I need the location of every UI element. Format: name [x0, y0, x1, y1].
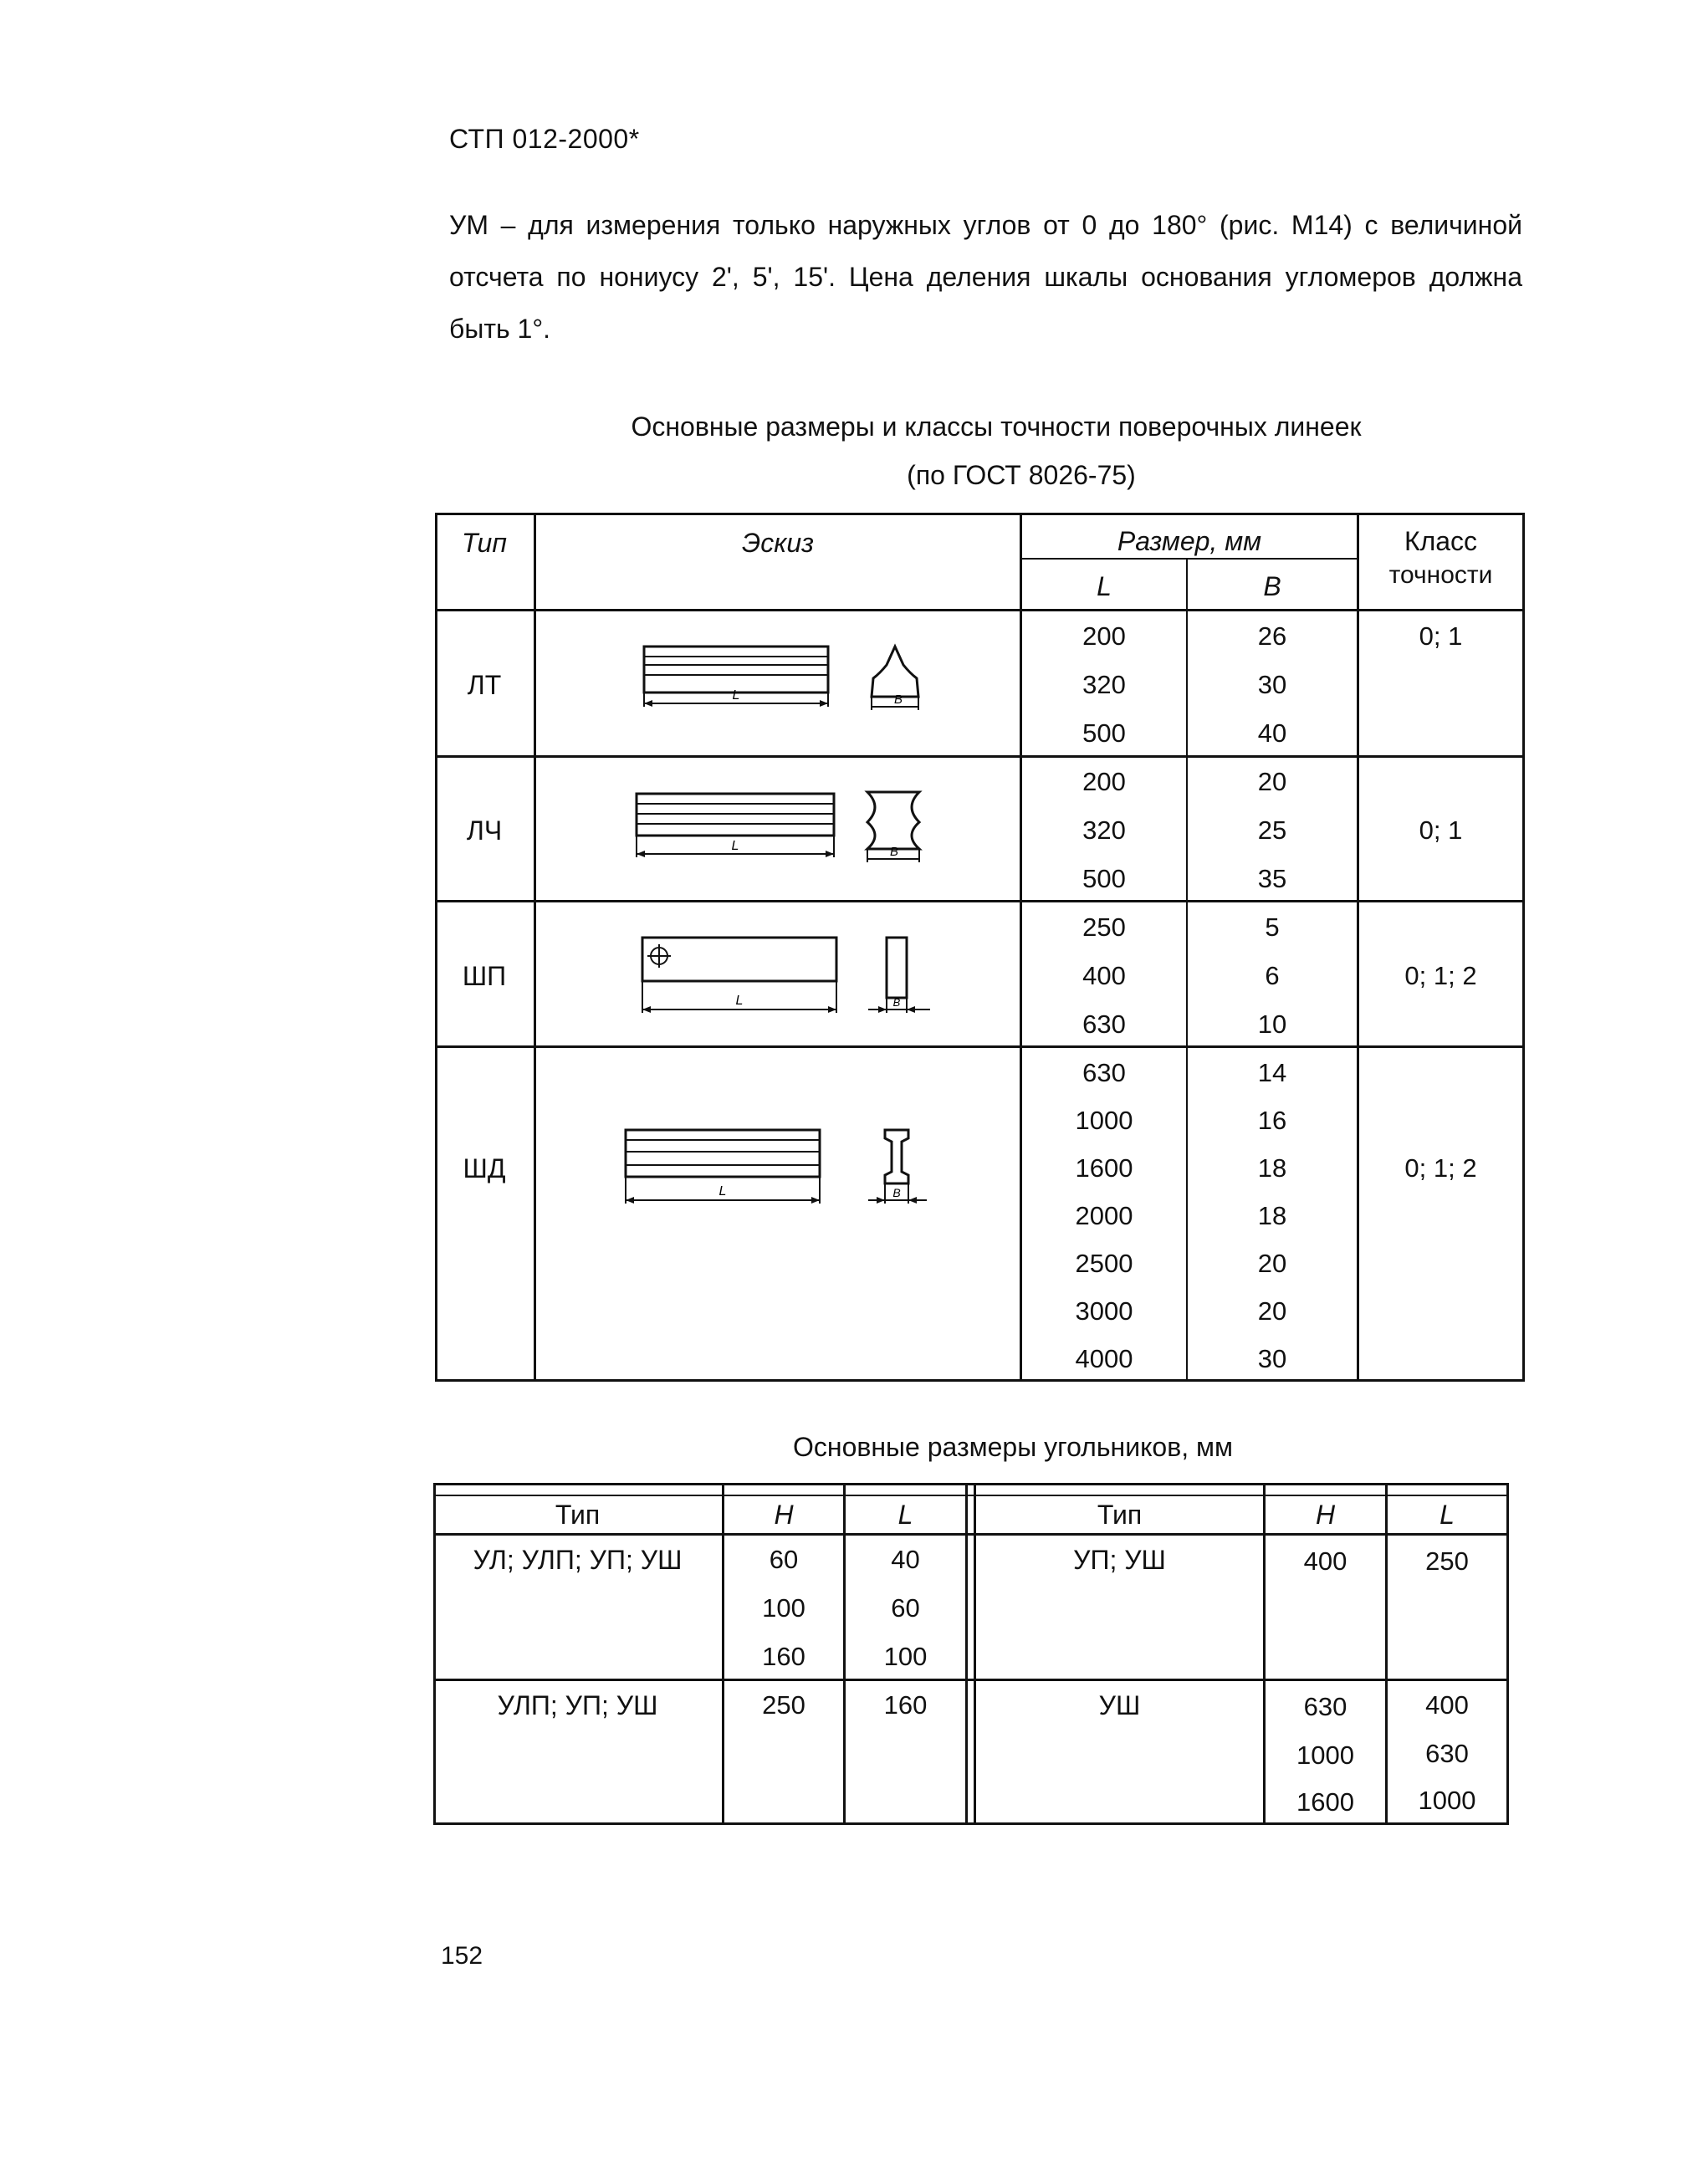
cell-L: 200: [1082, 767, 1126, 796]
table1-caption-line2: (по ГОСТ 8026-75): [907, 460, 1136, 490]
t2-cell-H: 60: [769, 1545, 799, 1574]
t2-cell-H: 630: [1303, 1692, 1347, 1721]
page-number: 152: [441, 1942, 483, 1970]
table2-caption: Основные размеры угольников, мм: [793, 1432, 1233, 1462]
t2-cell-H: 400: [1303, 1546, 1347, 1576]
cell-B: 20: [1257, 1249, 1287, 1278]
ruler-sketch-shd: [619, 1123, 954, 1232]
t2-cell-L: 100: [883, 1642, 928, 1671]
row-type: ШП: [462, 961, 507, 991]
header-type: Тип: [462, 528, 507, 558]
t2-cell-L: 160: [883, 1690, 928, 1720]
cell-B: 18: [1257, 1153, 1287, 1183]
cell-L: 320: [1082, 670, 1126, 699]
header-class-line2: точности: [1388, 561, 1493, 589]
cell-L: 1000: [1075, 1106, 1133, 1135]
t2-header-H-right: H: [1315, 1500, 1336, 1530]
header-size-B: B: [1263, 571, 1281, 601]
cell-B: 35: [1257, 864, 1287, 893]
t2-cell-L: 60: [891, 1593, 920, 1623]
cell-class: 0; 1: [1419, 815, 1463, 845]
t2-header-L-right: L: [1440, 1500, 1455, 1530]
ruler-sketch-lt: [636, 638, 937, 739]
cell-L: 630: [1082, 1058, 1126, 1087]
header-size: Размер, мм: [1117, 526, 1262, 556]
t2-cell-L: 250: [1425, 1546, 1469, 1576]
cell-B: 30: [1257, 670, 1287, 699]
cell-class: 0; 1; 2: [1404, 961, 1477, 990]
cell-B: 6: [1265, 961, 1280, 990]
cell-L: 400: [1082, 961, 1126, 990]
cell-B: 16: [1257, 1106, 1287, 1135]
t2-cell-H: 100: [762, 1593, 805, 1623]
cell-L: 2500: [1075, 1249, 1133, 1278]
t2-type: УЛП; УП; УШ: [497, 1690, 658, 1720]
cell-B: 14: [1257, 1058, 1287, 1087]
intro-paragraph: УМ – для измерения только наружных углов от 0 до 180° (рис. М14) с величиной отсчета по нониусу 2', 5', 15'. Цена деления шкалы основания угломеров должна быть 1°.: [449, 210, 1522, 344]
header-class-line1: Класс: [1404, 526, 1478, 556]
t2-type: УШ: [1098, 1690, 1141, 1720]
t2-header-type-right: Тип: [1097, 1500, 1143, 1530]
cell-L: 500: [1082, 864, 1126, 893]
t2-header-H-left: H: [774, 1500, 794, 1530]
cell-L: 1600: [1075, 1153, 1133, 1183]
row-type: ЛТ: [467, 670, 502, 700]
cell-B: 25: [1257, 815, 1287, 845]
cell-B: 5: [1265, 912, 1280, 942]
header-sketch: Эскиз: [742, 528, 814, 558]
t2-header-type-left: Тип: [555, 1500, 601, 1530]
t2-type: УП; УШ: [1073, 1545, 1166, 1575]
cell-class: 0; 1; 2: [1404, 1153, 1477, 1183]
cell-L: 320: [1082, 815, 1126, 845]
row-type: ЛЧ: [466, 815, 503, 846]
t2-cell-H: 1000: [1296, 1740, 1354, 1770]
header-size-L: L: [1097, 571, 1112, 601]
cell-B: 30: [1257, 1344, 1287, 1373]
cell-B: 20: [1257, 767, 1287, 796]
sketch-label-L: L: [735, 994, 744, 1008]
t2-header-L-left: L: [897, 1500, 913, 1530]
cell-B: 10: [1257, 1009, 1287, 1039]
ruler-sketch-shp: [636, 931, 954, 1031]
cell-L: 250: [1082, 912, 1126, 942]
cell-L: 2000: [1075, 1201, 1133, 1230]
t2-cell-L: 40: [891, 1545, 920, 1574]
cell-L: 630: [1082, 1009, 1126, 1039]
t2-type: УЛ; УЛП; УП; УШ: [473, 1545, 683, 1575]
t2-cell-H: 250: [762, 1690, 805, 1720]
sketch-label-L: L: [731, 839, 739, 853]
t2-cell-H: 160: [762, 1642, 805, 1671]
squares-table: [433, 1483, 1509, 1826]
ruler-sketch-lch: [632, 789, 941, 889]
document-code: СТП 012-2000*: [449, 124, 640, 154]
cell-L: 4000: [1075, 1344, 1133, 1373]
t2-cell-L: 400: [1425, 1690, 1469, 1720]
cell-class: 0; 1: [1419, 621, 1463, 651]
sketch-label-B: B: [892, 1186, 901, 1199]
sketch-label-L: L: [732, 688, 740, 703]
cell-L: 500: [1082, 718, 1126, 748]
sketch-label-B: B: [892, 996, 901, 1009]
row-type: ШД: [463, 1153, 506, 1183]
t2-cell-L: 1000: [1418, 1786, 1476, 1815]
sketch-label-B: B: [889, 845, 899, 859]
cell-B: 26: [1257, 621, 1287, 651]
cell-L: 200: [1082, 621, 1126, 651]
sketch-label-L: L: [718, 1184, 727, 1199]
table1-caption-line1: Основные размеры и классы точности поверочных линеек: [631, 411, 1362, 442]
cell-B: 40: [1257, 718, 1287, 748]
sketch-label-B: B: [893, 693, 903, 707]
cell-L: 3000: [1075, 1296, 1133, 1326]
cell-B: 20: [1257, 1296, 1287, 1326]
cell-B: 18: [1257, 1201, 1287, 1230]
rulers-table: [435, 513, 1525, 1382]
t2-cell-H: 1600: [1296, 1787, 1354, 1817]
t2-cell-L: 630: [1425, 1739, 1469, 1768]
